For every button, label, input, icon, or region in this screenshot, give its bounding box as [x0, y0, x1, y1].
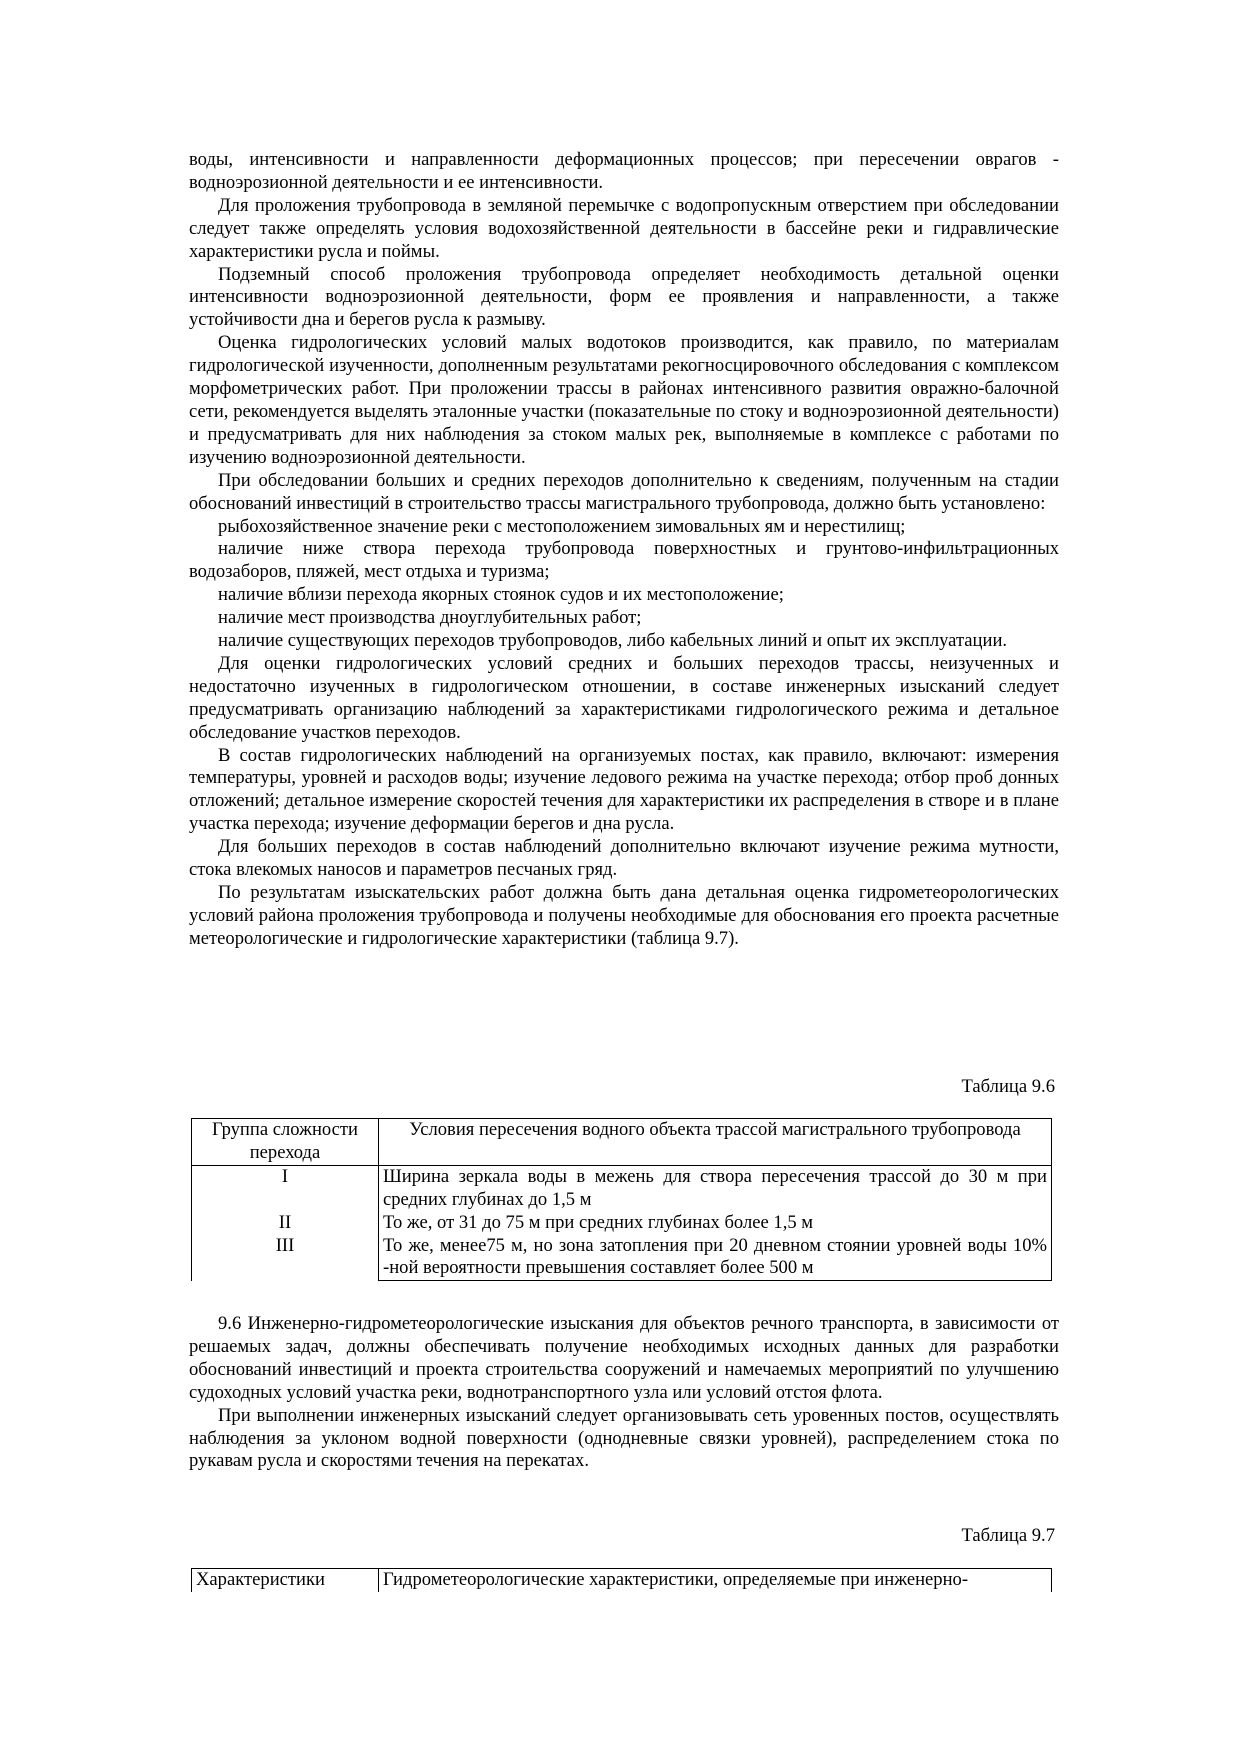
table-caption-9-7: Таблица 9.7 [961, 1525, 1055, 1546]
header-cell: Группа сложности перехода [192, 1119, 379, 1166]
cell-group: III [275, 1234, 295, 1256]
list-item: наличие существующих переходов трубопроводов, либо кабельных линий и опыт их эксплуатации. [218, 630, 1008, 652]
body-text-top [189, 149, 1059, 951]
paragraph: При выполнении инженерных изысканий следует организовывать сеть уровенных постов, осуществлять наблюдения за уклоном водной поверхности (однодневные связки уровней), распределением стока по рукавам русла и скоростями течения на перекатах. [189, 1404, 1059, 1472]
table-9-6 [191, 1118, 1052, 1281]
cell-condition: То же, менее75 м, но зона затопления при 20 дневном стоянии уровней воды 10% -ной вероятности превышения составляет более 500 м [383, 1234, 1047, 1279]
paragraph: 9.6 Инженерно-гидрометеорологические изыскания для объектов речного транспорта, в зависимости от решаемых задач, должны обеспечивать получение необходимых исходных данных для разработки обоснований инвестиций и проекта строительства сооружений и намечаемых мероприятий по улучшению судоходных условий участка реки, воднотранспортного узла или условий отстоя флота. [189, 1313, 1059, 1403]
cell-group: I [281, 1165, 289, 1187]
paragraph: Оценка гидрологических условий малых водотоков производится, как правило, по материалам гидрологической изученности, дополненным результатами рекогносцировочного обследования с комплексом морфометрических работ. При проложении трассы в районах интенсивного развития овражно-балочной сети, рекомендуется выделять эталонные участки (показательные по стоку и водноэрозионной деятельности) и предусматривать для них наблюдения за стоком малых рек, выполняемые в комплексе с работами по изучению водноэрозионной деятельности. [189, 332, 1059, 468]
table-caption-9-6: Таблица 9.6 [961, 1076, 1055, 1097]
paragraph: При обследовании больших и средних переходов дополнительно к сведениям, полученным на стадии обоснований инвестиций в строительство трассы магистрального трубопровода, должно быть установлено: [189, 469, 1059, 514]
paragraph: Для оценки гидрологических условий средних и больших переходов трассы, неизученных и недостаточно изученных в гидрологическом отношении, в составе инженерных изысканий следует предусматривать организацию наблюдений за характеристиками гидрологического режима и детальное обследование участков переходов. [189, 652, 1059, 743]
table-row [192, 1165, 1052, 1281]
list-item: наличие вблизи перехода якорных стоянок судов и их местоположение; [218, 584, 784, 606]
list-item: наличие ниже створа перехода трубопровода поверхностных и грунтово-инфильтрационных водозаборов, пляжей, мест отдыха и туризма; [189, 538, 1059, 583]
paragraph: воды, интенсивности и направленности деформационных процессов; при пересечении оврагов - водноэрозионной деятельности и ее интенсивности. [189, 149, 1059, 193]
table-9-7 [191, 1568, 1052, 1592]
paragraph: Для проложения трубопровода в земляной перемычке с водопропускным отверстием при обследовании следует также определять условия водохозяйственной деятельности в бассейне реки и гидравлические характеристики русла и поймы. [189, 194, 1059, 262]
list-item: рыбохозяйственное значение реки с местоположением зимовальных ям и нерестилищ; [218, 515, 906, 537]
cell-group: II [278, 1211, 292, 1233]
table-header-row [192, 1119, 1052, 1166]
header-cell: Гидрометеорологические характеристики, определяемые при инженерно- [379, 1569, 1052, 1592]
paragraph: Подземный способ проложения трубопровода определяет необходимость детальной оценки интенсивности водноэрозионной деятельности, форм ее проявления и направленности, а также устойчивости дна и берегов русла к размыву. [189, 263, 1059, 331]
header-cell: Условия пересечения водного объекта трассой магистрального трубопровода [379, 1119, 1052, 1166]
list-item: наличие мест производства дноуглубительных работ; [218, 607, 642, 629]
paragraph: В состав гидрологических наблюдений на организуемых постах, как правило, включают: измерения температуры, уровней и расходов воды; изучение ледового режима на участке перехода; отбор проб донных отложений; детальное измерение скоростей течения для характеристики их распределения в створе и в плане участка перехода; изучение деформации берегов и дна русла. [189, 744, 1059, 835]
cell-condition: То же, от 31 до 75 м при средних глубинах более 1,5 м [383, 1211, 814, 1233]
body-text-mid [189, 1313, 1059, 1473]
paragraph: По результатам изыскательских работ должна быть дана детальная оценка гидрометеорологических условий района проложения трубопровода и получены необходимые для обоснования его проекта расчетные метеорологические и гидрологические характеристики (таблица 9.7). [189, 882, 1059, 949]
header-cell: Характеристики [192, 1569, 379, 1592]
table-header-row [192, 1569, 1052, 1592]
cell-condition: Ширина зеркала воды в межень для створа пересечения трассой до 30 м при средних глубинах до 1,5 м [383, 1165, 1047, 1210]
paragraph: Для больших переходов в состав наблюдений дополнительно включают изучение режима мутности, стока влекомых наносов и параметров песчаных гряд. [189, 836, 1059, 881]
